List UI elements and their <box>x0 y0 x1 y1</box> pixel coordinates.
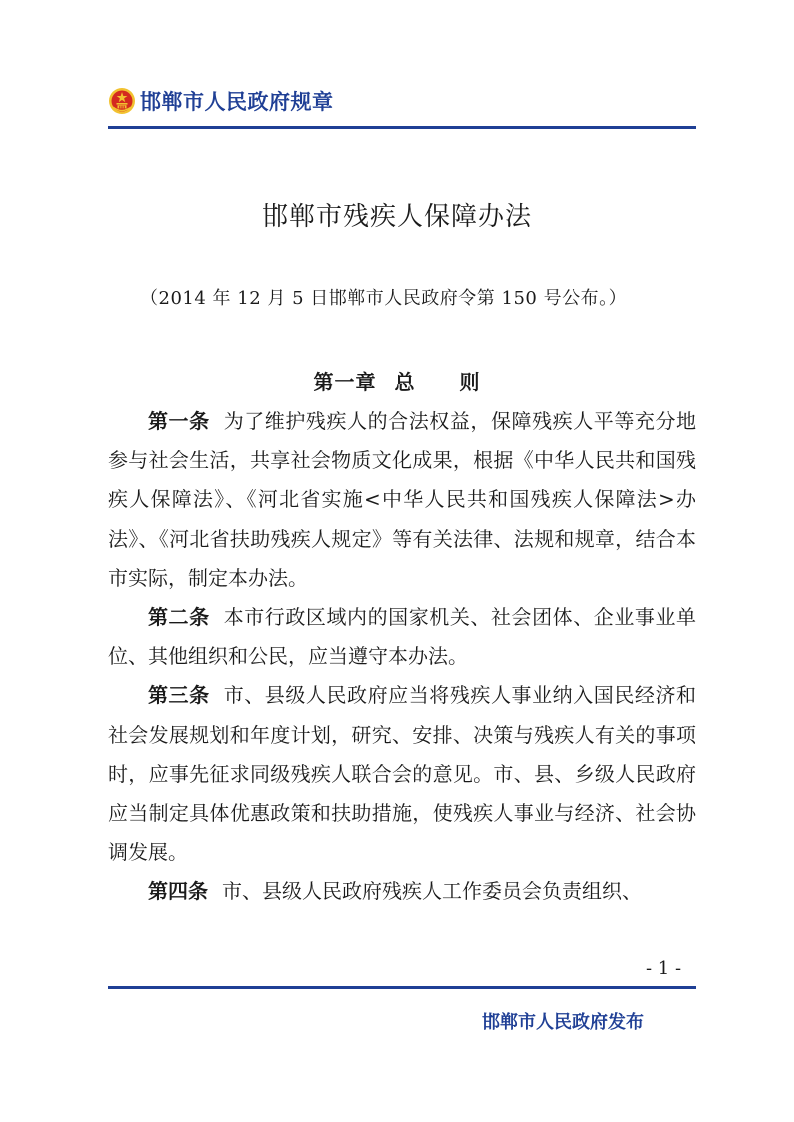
article-text: 为了维护残疾人的合法权益，保障残疾人平等充分地参与社会生活，共享社会物质文化成果，根据《中华人民共和国残疾人保障法》、《河北省实施<中华人民共和国残疾人保障法>办法》、《河北省扶助残疾人规定》等有关法律、法规和规章，结合本市实际，制定本办法。 <box>108 409 697 590</box>
national-emblem-icon <box>108 87 136 115</box>
document-header <box>108 84 334 118</box>
chapter-word-1: 总 <box>394 370 416 394</box>
article-text: 本市行政区域内的国家机关、社会团体、企业事业单位、其他组织和公民，应当遵守本办法。 <box>108 605 697 669</box>
document-title: 邯郸市残疾人保障办法 <box>261 202 532 232</box>
article-paragraph <box>108 872 696 911</box>
footer-publisher: 邯郸市人民政府发布 <box>482 1012 644 1033</box>
document-body <box>108 402 696 912</box>
chapter-label: 第一章 <box>313 370 377 394</box>
page-number: - 1 - <box>646 958 682 979</box>
article-text: 市、县级人民政府应当将残疾人事业纳入国民经济和社会发展规划和年度计划，研究、安排、决策与残疾人有关的事项时，应事先征求同级残疾人联合会的意见。市、县、乡级人民政府应当制定具体优惠政策和扶助措施，使残疾人事业与经济、社会协调发展。 <box>108 683 697 865</box>
article-text: 市、县级人民政府残疾人工作委员会负责组织、 <box>222 879 642 904</box>
article-paragraph <box>108 598 696 676</box>
article-label: 第三条 <box>148 683 210 708</box>
footer-divider <box>108 986 696 989</box>
chapter-word-2: 则 <box>459 370 481 394</box>
article-paragraph <box>108 402 696 598</box>
article-label: 第一条 <box>148 409 210 433</box>
article-paragraph <box>108 676 696 872</box>
header-divider <box>108 126 696 129</box>
article-label: 第二条 <box>148 605 210 630</box>
header-title: 邯郸市人民政府规章 <box>140 90 334 114</box>
document-date-line: （2014 年 12 月 5 日邯郸市人民政府令第 150 号公布。） <box>140 288 628 309</box>
article-label: 第四条 <box>148 879 208 904</box>
chapter-heading <box>0 366 794 395</box>
